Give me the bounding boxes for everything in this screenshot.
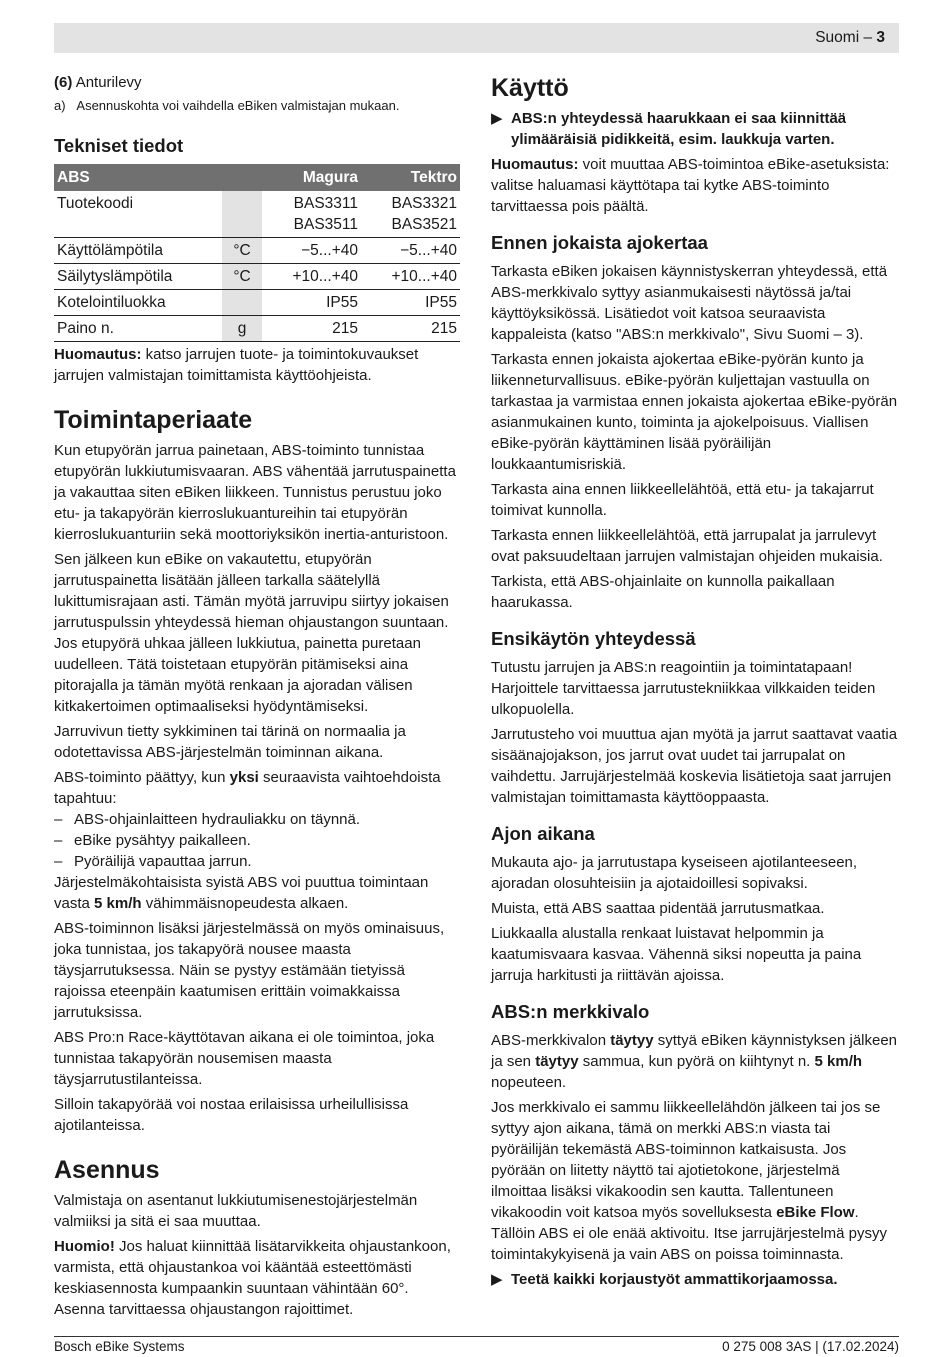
- table-cell-label: Paino n.: [54, 316, 222, 342]
- table-header-cell: [222, 164, 262, 191]
- table-cell-unit: °C: [222, 238, 262, 264]
- footer-divider: [54, 1336, 899, 1337]
- list-item: – Pyöräilijä vapauttaa jarrun.: [54, 851, 460, 872]
- before-ride-paragraph: Tarkasta eBiken jokaisen käynnistyskerran yhteydessä, että ABS-merkkivalo syttyy asianmukaisesti näytössä ja/tai käyttöyksikössä. Lisätiedot voit katsoa seuraavista kappaleista (katso "ABS:n merkkivalo", Sivu Suomi – 3).: [491, 263, 888, 343]
- before-ride-paragraph: Tarkista, että ABS-ohjainlaite on kunnolla paikallaan haarukassa.: [491, 573, 835, 611]
- table-row: [54, 191, 460, 238]
- function-paragraph: Kun etupyörän jarrua painetaan, ABS-toiminto tunnistaa etupyörän lukkiutumisvaaran. ABS vähentää jarrutuspainetta ja vakauttaa siten eBiken liikkeen. Tunnistus perustuu joko etu- ja takapyörän kierroslukuantureihin tai etupyörän kierroslukuanturiin sekä moottoriyksikön inertia-anturistoon.: [54, 442, 456, 543]
- table-cell-value: 215: [361, 316, 460, 342]
- arrow-bullet-icon: ▶: [491, 110, 503, 127]
- table-cell-value: 215: [262, 316, 361, 342]
- table-cell-value: −5...+40: [262, 238, 361, 264]
- function-paragraph: Jarruvivun tietty sykkiminen tai tärinä on normaalia ja odotettavissa ABS-järjestelmän toiminnan aikana.: [54, 723, 406, 761]
- table-row: [54, 290, 460, 316]
- function-paragraph: ABS-toiminnon lisäksi järjestelmässä on myös ominaisuus, joka tunnistaa, jos takapyörä nousee maasta täysjarrutuksessa. Näin se pystyy estämään tietyissä rajoissa eteenpäin kaatumisen erittäin voimakkaissa jarrutuksissa.: [54, 920, 445, 1021]
- function-paragraph: Sen jälkeen kun eBike on vakautettu, etupyörän jarrutuspainetta lisätään jälleen tarkalla säätelyllä lukittumisrajaan asti. Tämän myötä jarruvipu siirtyy jokaisen jarrutuspulssin yhteydessä hieman ohjaustangon suuntaan. Jos etupyörä uhkaa jälleen lukkiutua, painetta puretaan uudelleen. Tätä toistetaan etupyörän pitämiseksi aina pitorajalla ja tämän myötä renkaan ja ajoradan välisen kitkakertoimen optimaaliseksi hyödyntämiseksi.: [54, 551, 449, 715]
- table-cell-label: Käyttölämpötila: [54, 238, 222, 264]
- page-number: 3: [876, 29, 885, 46]
- first-use-paragraph: Jarrutusteho voi muuttua ajan myötä ja jarrut saattavat vaatia sisäänajojakson, jos jarrut ovat uudet tai jarrupalat on vaihdettu. Jarrujärjestelmää koskevia lisätietoja saat jarrujen valmistajan toimittamasta käyttöoppaasta.: [491, 726, 898, 806]
- tech-specs-heading: Tekniset tiedot: [54, 135, 184, 156]
- warning-item: ▶ ABS:n yhteydessä haarukkaan ei saa kiinnittää ylimääräisiä pidikkeitä, esim. laukkuja varten.: [491, 110, 847, 148]
- usage-note: Huomautus: voit muuttaa ABS-toimintoa eBike-asetuksista: valitse haluamasi käyttötapa tai kytke ABS-toiminto tarvittaessa pois päältä.: [491, 156, 890, 215]
- while-riding-paragraph: Muista, että ABS saattaa pidentää jarrutusmatkaa.: [491, 900, 825, 917]
- table-cell-value: BAS3321 BAS3521: [361, 191, 460, 238]
- abs-indicator-heading: ABS:n merkkivalo: [491, 1001, 650, 1022]
- right-column: [491, 72, 899, 1290]
- table-header-cell: Tektro: [361, 164, 460, 191]
- table-cell-value: IP55: [361, 290, 460, 316]
- table-header-row: [54, 164, 460, 191]
- page-header-bar: [54, 23, 899, 53]
- before-ride-paragraph: Tarkasta ennen jokaista ajokertaa eBike-pyörän kunto ja liikenneturvallisuus. eBike-pyörän kuljettajan vastuulla on tarkastaa ja varmistaa ennen jokaista ajokertaa eBike-pyörän asianmukainen kunto, toiminta ja ajokelpoisuus. Viallisen eBike-pyörän käyttäminen lisää pyöräilijän loukkaantumisriskiä.: [491, 351, 898, 473]
- table-cell-unit: [222, 290, 262, 316]
- function-paragraph: Silloin takapyörää voi nostaa erilaisissa urheilullisissa ajotilanteissa.: [54, 1096, 409, 1134]
- table-cell-value: BAS3311 BAS3511: [262, 191, 361, 238]
- warning-item: ▶ Teetä kaikki korjaustyöt ammattikorjaamossa.: [491, 1271, 838, 1288]
- abs-indicator-paragraph: Jos merkkivalo ei sammu liikkeellelähdön jälkeen tai jos se syttyy ajon aikana, tämä on merkki ABS:n viasta tai pyöräilijän tekemästä ABS-toiminnon katkaisusta. Jos pyörään on liitetty näyttö tai ajotietokone, järjestelmä ilmoittaa lisäksi vikakoodin sen kautta. Tallentuneen vikakoodin voit katsoa myös sovelluksesta eBike Flow. Tällöin ABS ei ole enää aktivoitu. Itse jarrujärjestelmä pysyy toimintakykyisenä ja vain ABS on poissa toiminnasta.: [491, 1099, 888, 1263]
- table-header-cell: ABS: [54, 164, 222, 191]
- tech-specs-table: [54, 164, 460, 342]
- footnote: a) Asennuskohta voi vaihdella eBiken valmistajan mukaan.: [54, 98, 400, 113]
- table-cell-unit: g: [222, 316, 262, 342]
- while-riding-heading: Ajon aikana: [491, 823, 595, 844]
- installation-paragraph: Huomio! Jos haluat kiinnittää lisätarvikkeita ohjaustankoon, varmista, että ohjaustankoa voi kääntää esteettömästi keskiasennosta kumpaankin suuntaan vähintään 60°. Asenna tarvittaessa ohjaustangon rajoittimet.: [54, 1238, 451, 1318]
- while-riding-paragraph: Mukauta ajo- ja jarrutustapa kyseiseen ajotilanteeseen, ajoradan olosuhteisiin ja ajotaidoillesi sopivaksi.: [491, 854, 858, 892]
- function-heading: Toimintaperiaate: [54, 406, 253, 434]
- arrow-bullet-icon: ▶: [491, 1271, 503, 1288]
- table-row: [54, 316, 460, 342]
- while-riding-paragraph: Liukkaalla alustalla renkaat luistavat helpommin ja kaatumisvaara kasvaa. Vähennä siksi nopeutta ja paina jarruja harkitusti ja riittävän ajoissa.: [491, 925, 862, 984]
- function-paragraph: ABS Pro:n Race-käyttötavan aikana ei ole toimintoa, joka tunnistaa takapyörän nousemisen maasta täysjarrutustilanteissa.: [54, 1029, 435, 1088]
- usage-heading: Käyttö: [491, 74, 569, 102]
- table-cell-value: −5...+40: [361, 238, 460, 264]
- before-ride-paragraph: Tarkasta ennen liikkeellelähtöä, että jarrupalat ja jarrulevyt ovat paksuudeltaan jarrujen valmistajan ohjeiden mukaisia.: [491, 527, 883, 565]
- table-cell-value: +10...+40: [262, 264, 361, 290]
- table-cell-label: Kotelointiluokka: [54, 290, 222, 316]
- table-cell-label: Säilytyslämpötila: [54, 264, 222, 290]
- first-use-heading: Ensikäytön yhteydessä: [491, 628, 696, 649]
- left-column: [54, 72, 460, 1324]
- function-paragraph: Järjestelmäkohtaisista syistä ABS voi puuttua toimintaan vasta 5 km/h vähimmäisnopeudesta alkaen.: [54, 874, 429, 912]
- installation-paragraph: Valmistaja on asentanut lukkiutumisenestojärjestelmän valmiiksi ja sitä ei saa muuttaa.: [54, 1192, 418, 1230]
- abs-indicator-paragraph: ABS-merkkivalon täytyy syttyä eBiken käynnistyksen jälkeen ja sen täytyy sammua, kun pyörä on kiihtynyt n. 5 km/h nopeuteen.: [491, 1032, 898, 1091]
- table-note: Huomautus: katso jarrujen tuote- ja toimintokuvaukset jarrujen valmistajan toimittamista käyttöohjeista.: [54, 346, 419, 384]
- list-item: – ABS-ohjainlaitteen hydrauliakku on täynnä.: [54, 809, 460, 830]
- table-row: [54, 264, 460, 290]
- table-cell-unit: °C: [222, 264, 262, 290]
- table-cell-label: Tuotekoodi: [54, 191, 222, 238]
- function-paragraph: ABS-toiminto päättyy, kun yksi seuraavista vaihtoehdoista tapahtuu:: [54, 769, 441, 807]
- table-cell-value: IP55: [262, 290, 361, 316]
- footer-company: Bosch eBike Systems: [54, 1339, 185, 1354]
- table-header-cell: Magura: [262, 164, 361, 191]
- table-cell-unit: [222, 191, 262, 238]
- part-item: (6) Anturilevy: [54, 74, 142, 91]
- before-ride-heading: Ennen jokaista ajokertaa: [491, 232, 708, 253]
- footer-doc-id: 0 275 008 3AS | (17.02.2024): [722, 1339, 899, 1354]
- first-use-paragraph: Tutustu jarrujen ja ABS:n reagointiin ja toimintatapaan! Harjoittele tarvittaessa jarrutustekniikkaa vilkkaiden teiden ulkopuolella.: [491, 659, 876, 718]
- before-ride-paragraph: Tarkasta aina ennen liikkeellelähtöä, että etu- ja takajarrut toimivat kunnolla.: [491, 481, 874, 519]
- installation-heading: Asennus: [54, 1156, 160, 1184]
- page-header-label: Suomi – 3: [815, 29, 885, 46]
- table-cell-value: +10...+40: [361, 264, 460, 290]
- list-item: – eBike pysähtyy paikalleen.: [54, 830, 460, 851]
- table-row: [54, 238, 460, 264]
